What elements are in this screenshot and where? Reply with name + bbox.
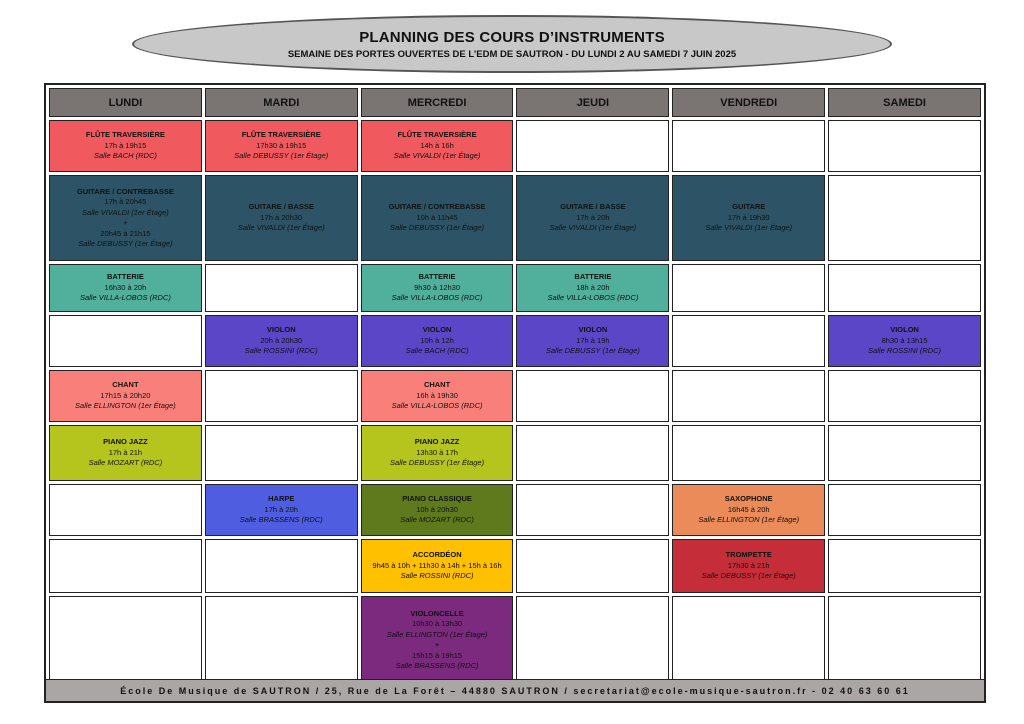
course-room: Salle VIVALDI (1er Étage) [237,223,325,233]
course-title: CHANT [423,380,451,390]
empty-slot [516,596,669,684]
course-time: 17h à 19h [576,335,610,345]
course-room: Salle ELLINGTON (1er Étage) [698,515,800,525]
day-header-lundi: LUNDI [49,88,202,117]
course-room: Salle DEBUSSY (1er Étage) [390,223,485,233]
course-slot [49,175,202,261]
course-slot [672,175,825,261]
course-room: Salle VILLA-LOBOS (RDC) [547,293,639,303]
course-time: 16h45 à 20h [727,504,770,514]
course-slot [205,315,358,367]
course-time: 14h à 16h [420,140,454,150]
course-slot [361,484,514,536]
course-title: VIOLONCELLE [410,608,464,618]
course-room: Salle VIVALDI (1er Étage) [549,223,637,233]
course-title: VIOLON [578,325,608,335]
empty-slot [516,539,669,593]
course-time: 10h30 à 13h30 [412,619,463,628]
course-time: 17h15 à 20h20 [100,390,151,400]
course-slot [49,370,202,422]
course-room: Salle MOZART (RDC) [400,515,474,525]
schedule-table [46,85,984,687]
course-title: GUITARE [732,202,766,212]
empty-slot [516,425,669,481]
course-slot [516,175,669,261]
course-title: VIOLON [266,325,296,335]
schedule-row [49,539,981,593]
course-time: 17h à 20h [264,504,298,514]
course-title: GUITARE / BASSE [560,202,626,212]
course-title: PIANO JAZZ [103,437,148,447]
course-time: 17h30 à 21h [727,560,770,570]
empty-slot [828,484,981,536]
schedule-row [49,370,981,422]
empty-slot [516,484,669,536]
course-time: 9h45 à 10h + 11h30 à 14h + 15h à 16h [372,560,502,570]
empty-slot [205,370,358,422]
page-subtitle: SEMAINE DES PORTES OUVERTES DE L’EDM DE SAUTRON - DU LUNDI 2 AU SAMEDI 7 JUIN 2025 [287,48,737,60]
course-slot [361,175,514,261]
course-room: Salle ROSSINI (RDC) [400,571,474,581]
course-plus: + [123,218,128,227]
course-plus: + [434,640,440,649]
empty-slot [828,175,981,261]
course-time: 17h à 19h30 [727,212,770,222]
course-time: 17h à 20h30 [260,212,303,222]
course-slot [361,596,514,684]
course-time: 10h à 11h45 [416,212,458,222]
course-room-2: Salle BRASSENS (RDC) [395,661,479,670]
empty-slot [205,425,358,481]
empty-slot [516,120,669,172]
course-time: 9h30 à 12h30 [414,282,461,292]
empty-slot [828,120,981,172]
course-time: 10h à 20h30 [416,504,458,514]
schedule-row [49,120,981,172]
course-slot [672,484,825,536]
course-slot [828,315,981,367]
course-title: VIOLON [890,325,919,335]
course-title: BATTERIE [418,272,456,282]
course-title: ACCORDÉON [412,550,462,560]
empty-slot [672,315,825,367]
empty-slot [672,425,825,481]
course-title: GUITARE / CONTREBASSE [388,202,486,212]
course-time-2: 20h45 à 21h15 [100,228,151,238]
course-slot [205,120,358,172]
course-title: FLÛTE TRAVERSIÈRE [397,130,477,140]
course-title: SAXOPHONE [724,494,773,504]
course-time: 10h à 12h [420,335,454,345]
empty-slot [828,596,981,684]
schedule-row [49,484,981,536]
course-slot [49,425,202,481]
course-time-2: 15h15 à 19h15 [412,650,463,660]
course-room: Salle VIVALDI (1er Étage) [705,223,793,233]
course-room: Salle VILLA-LOBOS (RDC) [391,293,483,303]
course-slot [361,539,514,593]
course-slot [205,484,358,536]
day-header-mardi: MARDI [205,88,358,117]
empty-slot [205,596,358,684]
day-header-mercredi: MERCREDI [361,88,514,117]
course-room: Salle VIVALDI (1er Étage) [393,151,481,161]
course-slot [361,370,514,422]
course-room: Salle BRASSENS (RDC) [239,515,323,525]
empty-slot [49,315,202,367]
course-time: 16h30 à 20h [104,282,147,292]
course-room: Salle ROSSINI (RDC) [244,346,318,356]
course-title: HARPE [268,494,295,504]
empty-slot [828,370,981,422]
course-time: 13h30 à 17h [416,447,458,457]
empty-slot [205,264,358,312]
empty-slot [672,264,825,312]
course-title: BATTERIE [574,272,612,282]
schedule-row [49,425,981,481]
day-header-samedi: SAMEDI [828,88,981,117]
course-slot [516,315,669,367]
course-room: Salle BACH (RDC) [93,151,157,161]
course-room-2: Salle DEBUSSY (1er Étage) [78,239,173,248]
course-room: Salle DEBUSSY (1er Étage) [390,458,485,468]
course-room: Salle BACH (RDC) [405,346,469,356]
empty-slot [516,370,669,422]
course-time: 17h à 21h [108,447,143,457]
page-title: PLANNING DES COURS D’INSTRUMENTS [359,28,665,46]
course-room: Salle ELLINGTON (1er Étage) [386,629,488,639]
course-room: Salle MOZART (RDC) [88,458,163,468]
empty-slot [828,264,981,312]
course-slot [361,120,514,172]
course-room: Salle VIVALDI (1er Étage) [82,207,169,217]
schedule-row [49,175,981,261]
course-slot [672,539,825,593]
course-time: 17h à 20h [576,212,610,222]
empty-slot [828,539,981,593]
empty-slot [672,120,825,172]
course-slot [49,264,202,312]
course-title: CHANT [112,380,139,390]
course-room: Salle DEBUSSY (1er Étage) [545,346,640,356]
course-time: 17h à 20h45 [104,197,147,206]
course-slot [49,120,202,172]
footer-contact: École De Musique de SAUTRON / 25, Rue de La Forêt – 44880 SAUTRON / secretariat@ecole-musique-sautron.fr - 02 40 63 60 61 [46,679,984,701]
course-title: FLÛTE TRAVERSIÈRE [241,130,321,140]
day-header-row [49,88,981,117]
empty-slot [49,596,202,684]
course-time: 17h à 19h15 [104,140,147,150]
course-slot [516,264,669,312]
course-time: 17h30 à 19h15 [256,140,307,150]
schedule-row [49,264,981,312]
empty-slot [672,596,825,684]
empty-slot [828,425,981,481]
course-title: PIANO JAZZ [414,437,460,447]
course-room: Salle VILLA-LOBOS (RDC) [79,293,171,303]
empty-slot [205,539,358,593]
course-time: 16h à 19h30 [416,390,458,400]
empty-slot [672,370,825,422]
course-time: 18h à 20h [576,282,610,292]
course-title: GUITARE / BASSE [248,202,314,212]
schedule-row [49,315,981,367]
course-room: Salle ELLINGTON (1er Étage) [75,401,176,411]
course-slot [361,264,514,312]
course-slot [205,175,358,261]
course-title: GUITARE / CONTREBASSE [76,186,174,196]
course-room: Salle DEBUSSY (1er Étage) [701,571,796,581]
header-banner [132,15,892,73]
day-header-vendredi: VENDREDI [672,88,825,117]
course-title: PIANO CLASSIQUE [402,494,472,504]
schedule-row [49,596,981,684]
course-title: FLÛTE TRAVERSIÈRE [85,130,165,140]
course-time: 20h à 20h30 [260,335,303,345]
course-room: Salle VILLA-LOBOS (RDC) [391,401,483,411]
course-room: Salle DEBUSSY (1er Étage) [234,151,329,161]
course-title: VIOLON [422,325,452,335]
course-title: TROMPETTE [725,550,772,560]
course-time: 8h30 à 13h15 [881,335,928,345]
day-header-jeudi: JEUDI [516,88,669,117]
course-slot [361,425,514,481]
course-room: Salle ROSSINI (RDC) [868,346,942,356]
empty-slot [49,539,202,593]
course-title: BATTERIE [106,272,144,282]
empty-slot [49,484,202,536]
course-slot [361,315,514,367]
